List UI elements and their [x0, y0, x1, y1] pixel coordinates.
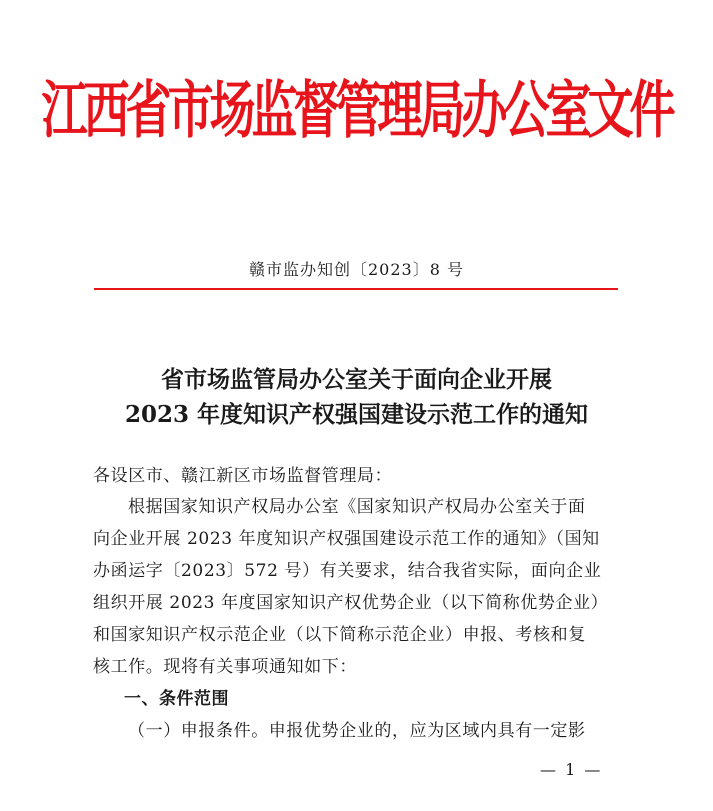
red-separator-line	[94, 288, 618, 290]
paragraph-line: 办函运字〔2023〕572 号）有关要求，结合我省实际，面向企业	[93, 561, 602, 581]
salutation: 各设区市、赣江新区市场监督管理局：	[93, 466, 393, 486]
paragraph-line: 根据国家知识产权局办公室《国家知识产权局办公室关于面	[128, 497, 586, 517]
paragraph-line: 核工作。现将有关事项通知如下：	[93, 657, 357, 677]
paragraph-line: 组织开展 2023 年度国家知识产权优势企业（以下简称优势企业）	[93, 593, 609, 613]
notice-title-line-2: 2023 年度知识产权强国建设示范工作的通知	[124, 401, 589, 428]
sub-item-text: （一）申报条件。申报优势企业的，应为区域内具有一定影	[128, 721, 586, 741]
document-number: 赣市监办知创〔2023〕8 号	[249, 260, 464, 279]
page-number: — 1 —	[540, 760, 603, 779]
paragraph-line: 向企业开展 2023 年度知识产权强国建设示范工作的通知》（国知	[93, 529, 600, 549]
section-heading: 一、条件范围	[124, 689, 229, 709]
notice-title-line-1: 省市场监管局办公室关于面向企业开展	[161, 366, 552, 393]
document-header-title: 江西省市场监督管理局办公室文件	[41, 73, 672, 147]
paragraph-line: 和国家知识产权示范企业（以下简称示范企业）申报、考核和复	[93, 625, 586, 645]
